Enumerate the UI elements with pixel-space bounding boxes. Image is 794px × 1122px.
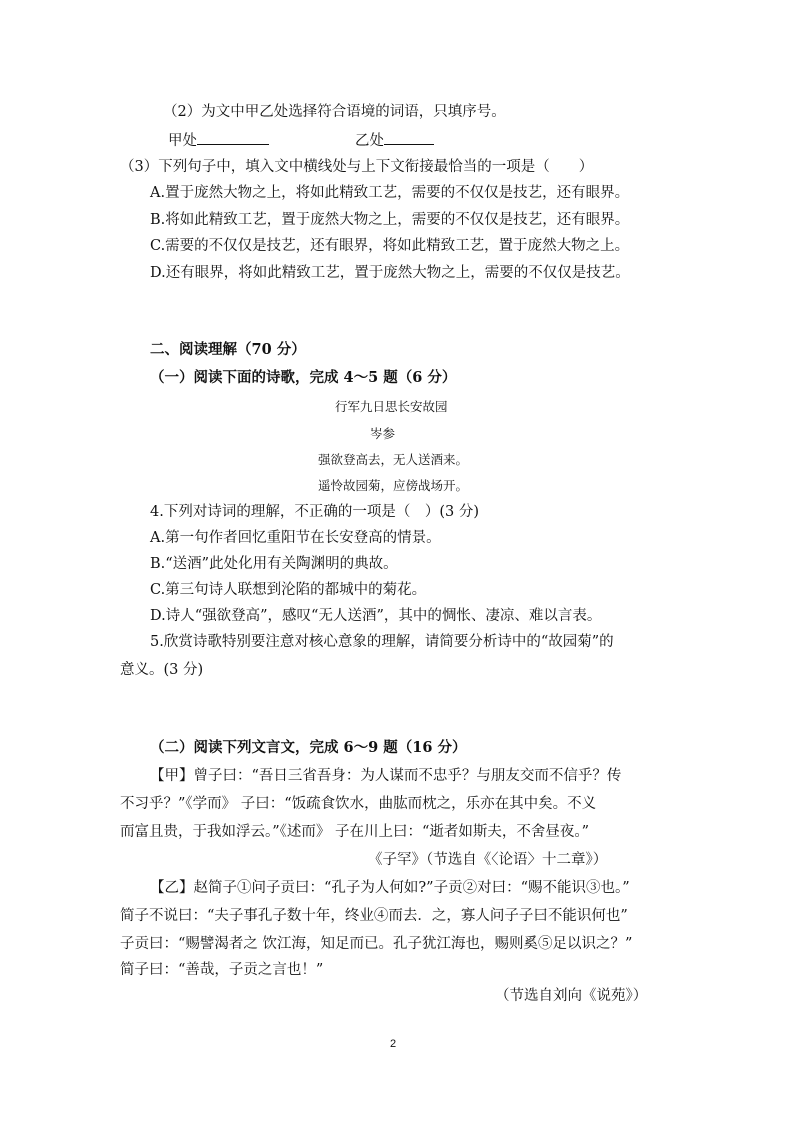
- poem-title: 行军九日思长安故园: [335, 399, 448, 414]
- jia-line-2: 不习乎？”《学而》 子曰：“饭疏食饮水，曲肱而枕之，乐亦在其中矣。不义: [120, 796, 597, 812]
- q3-option-d: D.还有眼界，将如此精致工艺，置于庞然大物之上，需要的不仅仅是技艺。: [150, 265, 630, 281]
- jia-line-3: 而富且贵，于我如浮云。”《述而》 子在川上曰：“逝者如斯夫，不舍昼夜。”: [120, 824, 590, 840]
- q5-line-1: 5.欣赏诗歌特别要注意对核心意象的理解，请简要分析诗中的“故园菊”的: [150, 634, 614, 650]
- q3-option-b: B.将如此精致工艺，置于庞然大物之上，需要的不仅仅是技艺，还有眼界。: [150, 212, 630, 228]
- jia-source: 《子罕》（节选自《〈论语〉十二章》）: [368, 852, 608, 868]
- poem-line-2: 遥怜故园菊，应傍战场开。: [318, 478, 469, 493]
- q3-stem: （3）下列句子中，填入文中横线处与上下文衔接最恰当的一项是（ ）: [120, 159, 594, 175]
- yi-blank[interactable]: [384, 130, 434, 145]
- q2-answer-line-2: [355, 130, 434, 151]
- q2-stem: （2）为文中甲乙处选择符合语境的词语，只填序号。: [163, 104, 506, 120]
- part2-title: （二）阅读下列文言文，完成 6～9 题（16 分）: [150, 739, 467, 756]
- q5-line-2: 意义。(3 分): [120, 662, 204, 678]
- yi-source: （节选自刘向《说苑》）: [495, 988, 648, 1004]
- yi-line-4: 简子曰：“善哉，子贡之言也！”: [120, 962, 324, 978]
- poem-line-1: 强欲登高去，无人送酒来。: [318, 452, 469, 467]
- yi-label: 乙处: [355, 133, 384, 149]
- section-title: 二、阅读理解（70 分）: [150, 341, 306, 358]
- q4-option-b: B.“送酒”此处化用有关陶渊明的典故。: [150, 556, 398, 572]
- yi-line-3: 子贡曰：“赐譬渴者之 饮江海，知足而已。孔子犹江海也，赐则奚⑤足以识之？”: [120, 936, 633, 952]
- jia-label: 甲处: [168, 133, 197, 149]
- q4-stem: 4.下列对诗词的理解，不正确的一项是（ ）(3 分): [150, 504, 479, 520]
- q3-option-a: A.置于庞然大物之上，将如此精致工艺，需要的不仅仅是技艺，还有眼界。: [150, 185, 630, 201]
- yi-line-1: 【乙】赵简子①问子贡曰：“孔子为人何如?”子贡②对曰：“赐不能识③也。”: [150, 880, 630, 896]
- q4-option-a: A.第一句作者回忆重阳节在长安登高的情景。: [150, 530, 441, 546]
- part1-title: （一）阅读下面的诗歌，完成 4～5 题（6 分）: [150, 369, 457, 386]
- yi-line-2: 简子不说曰：“夫子事孔子数十年，终业④而去．之，寡人问子子曰不能识何也”: [120, 908, 628, 924]
- jia-line-1: 【甲】曾子曰：“吾日三省吾身：为人谋而不忠乎？与朋友交而不信乎？传: [150, 768, 622, 784]
- poem-author: 岑参: [370, 426, 396, 441]
- q4-option-d: D.诗人“强欲登高”，感叹“无人送酒”，其中的惆怅、凄凉、难以言表。: [150, 608, 602, 624]
- q4-option-c: C.第三句诗人联想到沦陷的都城中的菊花。: [150, 582, 427, 598]
- q2-answer-line: [168, 130, 269, 151]
- jia-blank[interactable]: [197, 130, 269, 145]
- q3-option-c: C.需要的不仅仅是技艺，还有眼界，将如此精致工艺，置于庞然大物之上。: [150, 238, 630, 254]
- page-number: 2: [390, 1038, 397, 1050]
